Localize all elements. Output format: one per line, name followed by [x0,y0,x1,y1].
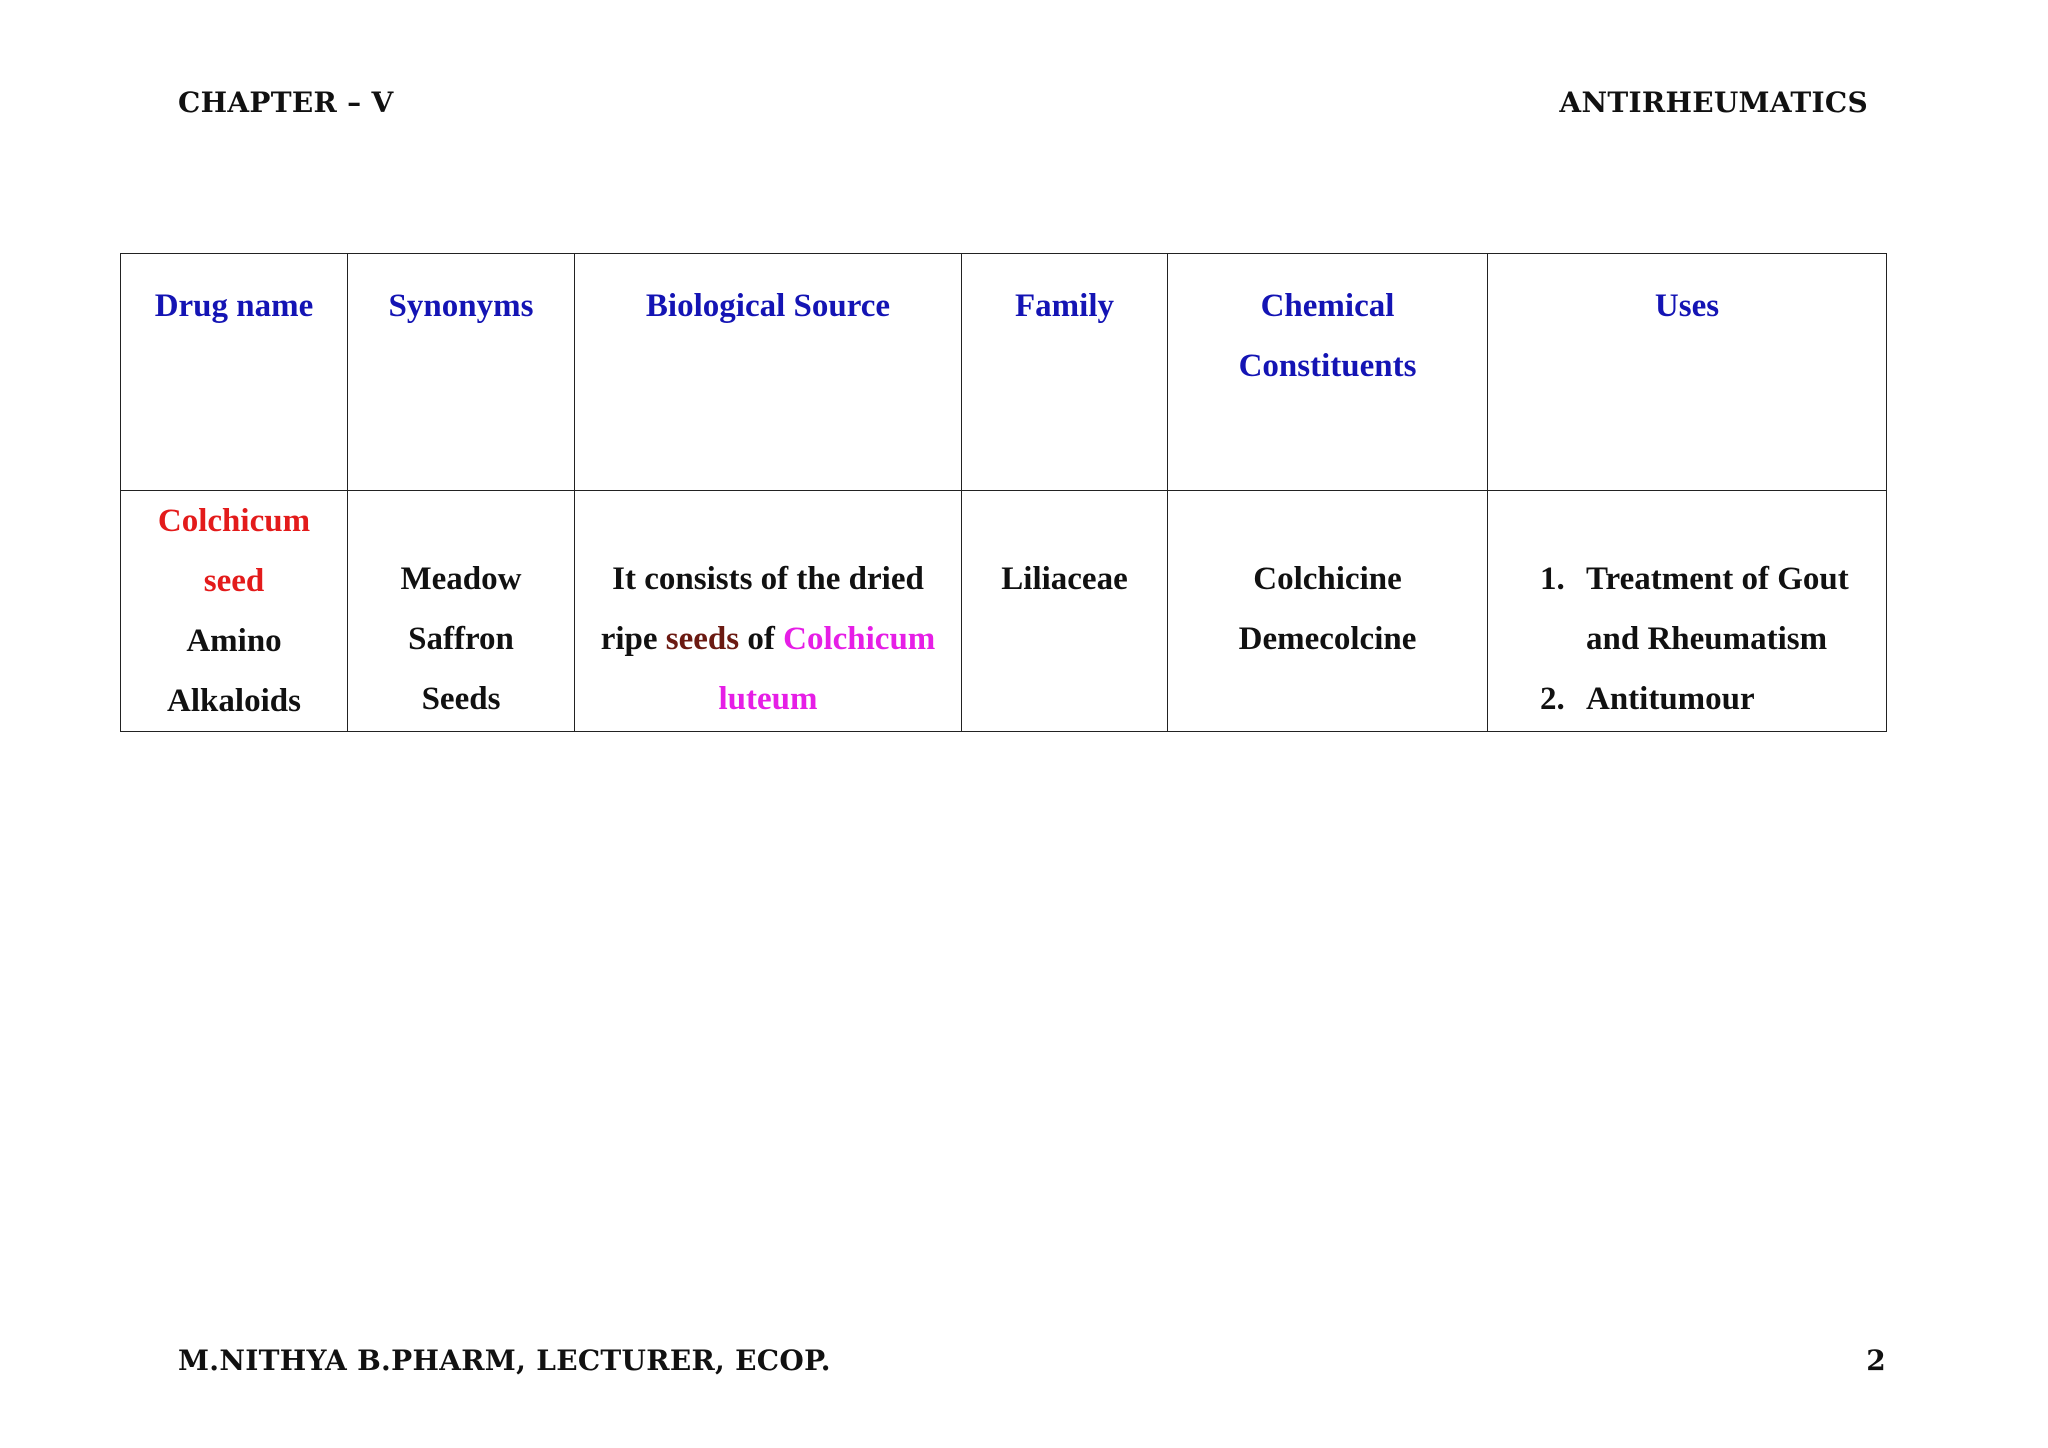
author-credit: M.NITHYA B.PHARM, LECTURER, ECOP. [178,1344,831,1377]
chapter-label: CHAPTER – V [178,86,394,119]
cell-biological-source: It consists of the dried ripe seeds of Colchicum luteum [575,491,962,732]
running-footer [178,1344,1886,1377]
uses-list [1498,549,1876,729]
list-item: 1. Treatment of Gout and Rheumatism [1540,561,1849,657]
running-header [178,86,1868,119]
header-chemical-constituents: Chemical Constituents [1168,254,1488,491]
species-term: luteum [718,681,818,717]
cell-chemical-constituents: Colchicine Demecolcine [1168,491,1488,732]
header-uses: Uses [1488,254,1887,491]
header-drug-name: Drug name [121,254,348,491]
list-item: 2. Antitumour [1540,681,1755,717]
topic-label: ANTIRHEUMATICS [1559,86,1868,119]
cell-family: Liliaceae [962,491,1168,732]
cell-drug-name [121,491,348,732]
drug-table [120,253,1887,732]
genus-term: Colchicum [783,621,936,657]
drug-name-line2: seed [203,563,265,599]
header-family: Family [962,254,1168,491]
drug-class-line2: Alkaloids [167,683,301,719]
table-row [121,491,1887,732]
drug-name-line1: Colchicum [157,503,311,539]
cell-uses [1488,491,1887,732]
seeds-term: seeds [665,621,740,657]
header-synonyms: Synonyms [348,254,575,491]
table-header-row [121,254,1887,491]
header-biological-source: Biological Source [575,254,962,491]
page-number: 2 [1866,1344,1886,1377]
drug-class-line1: Amino [186,623,282,659]
cell-synonyms: Meadow Saffron Seeds [348,491,575,732]
